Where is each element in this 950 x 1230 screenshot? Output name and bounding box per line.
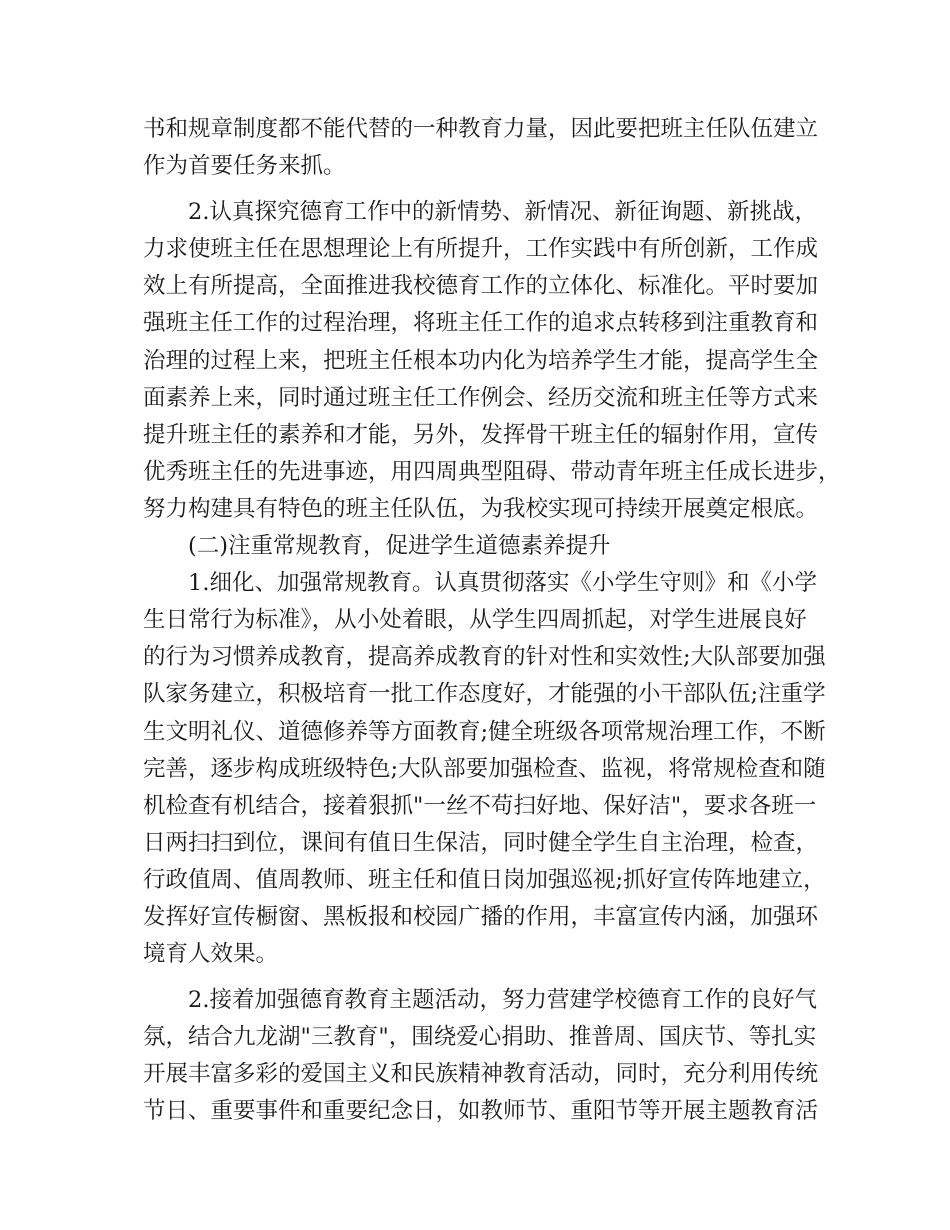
text-line: 生日常行为标准》，从小处着眼，从学生四周抓起，对学生进展良好 (143, 607, 807, 634)
text-line: 书和规章制度都不能代替的一种教育力量，因此要把班主任队伍建立 (143, 116, 819, 142)
paragraph-gap (143, 973, 833, 982)
text-line: 境育人效果。 (143, 941, 279, 968)
text-line: 氛，结合九龙湖"三教育"，围绕爱心捐助、推普周、国庆节、等扎实 (143, 1024, 817, 1051)
text-line: 优秀班主任的先进事迹，用四周典型阻碍、带动青年班主任成长进步， (143, 458, 841, 485)
text-line: 日两扫扫到位，课间有值日生保洁，同时健全学生自主治理，检查， (143, 829, 819, 856)
text-line: 发挥好宣传橱窗、黑板报和校园广播的作用，丰富宣传内涵，加强环 (143, 903, 819, 930)
text-line: 完善，逐步构成班级特色;大队部要加强检查、监视，将常规检查和随 (143, 755, 826, 782)
text-line: 强班主任工作的过程治理，将班主任工作的追求点转移到注重教育和 (143, 310, 819, 337)
text-line: 行政值周、值周教师、班主任和值日岗加强巡视;抓好宣传阵地建立， (143, 866, 826, 893)
text-line: 开展丰富多彩的爱国主义和民族精神教育活动，同时，充分利用传统 (143, 1061, 819, 1088)
text-line: 生文明礼仪、道德修养等方面教育;健全班级各项常规治理工作，不断 (143, 718, 826, 745)
text-line: 作为首要任务来抓。 (143, 153, 346, 180)
text-line: 机检查有机结合，接着狠抓"一丝不苟扫好地、保好洁"，要求各班一 (143, 792, 817, 819)
text-line: 1.细化、加强常规教育。认真贯彻落实《小学生守则》和《小学 (143, 570, 817, 597)
section-heading: (二)注重常规教育，促进学生道德素养提升 (143, 533, 611, 560)
text-line: 努力构建具有特色的班主任队伍，为我校实现可持续开展奠定根底。 (143, 495, 819, 522)
text-line: 队家务建立，积极培育一批工作态度好，才能强的小干部队伍;注重学 (143, 681, 826, 708)
text-line: 2.接着加强德育教育主题活动，努力营建学校德育工作的良好气 (143, 987, 817, 1014)
text-line: 力求使班主任在思想理论上有所提升，工作实践中有所创新，工作成 (143, 236, 819, 263)
text-line: 2.认真探究德育工作中的新情势、新情况、新征询题、新挑战， (143, 199, 817, 226)
text-line: 面素养上来，同时通过班主任工作例会、经历交流和班主任等方式来 (143, 384, 819, 411)
text-line: 节日、重要事件和重要纪念日，如教师节、重阳节等开展主题教育活 (143, 1098, 819, 1125)
text-line: 治理的过程上来，把班主任根本功内化为培养学生才能，提高学生全 (143, 347, 819, 374)
text-line: 效上有所提高，全面推进我校德育工作的立体化、标准化。平时要加 (143, 273, 819, 300)
text-line: 提升班主任的素养和才能，另外，发挥骨干班主任的辐射作用，宣传 (143, 421, 819, 448)
paragraph-gap (143, 185, 833, 194)
document-body (143, 111, 841, 1131)
text-line: 的行为习惯养成教育，提高养成教育的针对性和实效性;大队部要加强 (143, 644, 826, 671)
